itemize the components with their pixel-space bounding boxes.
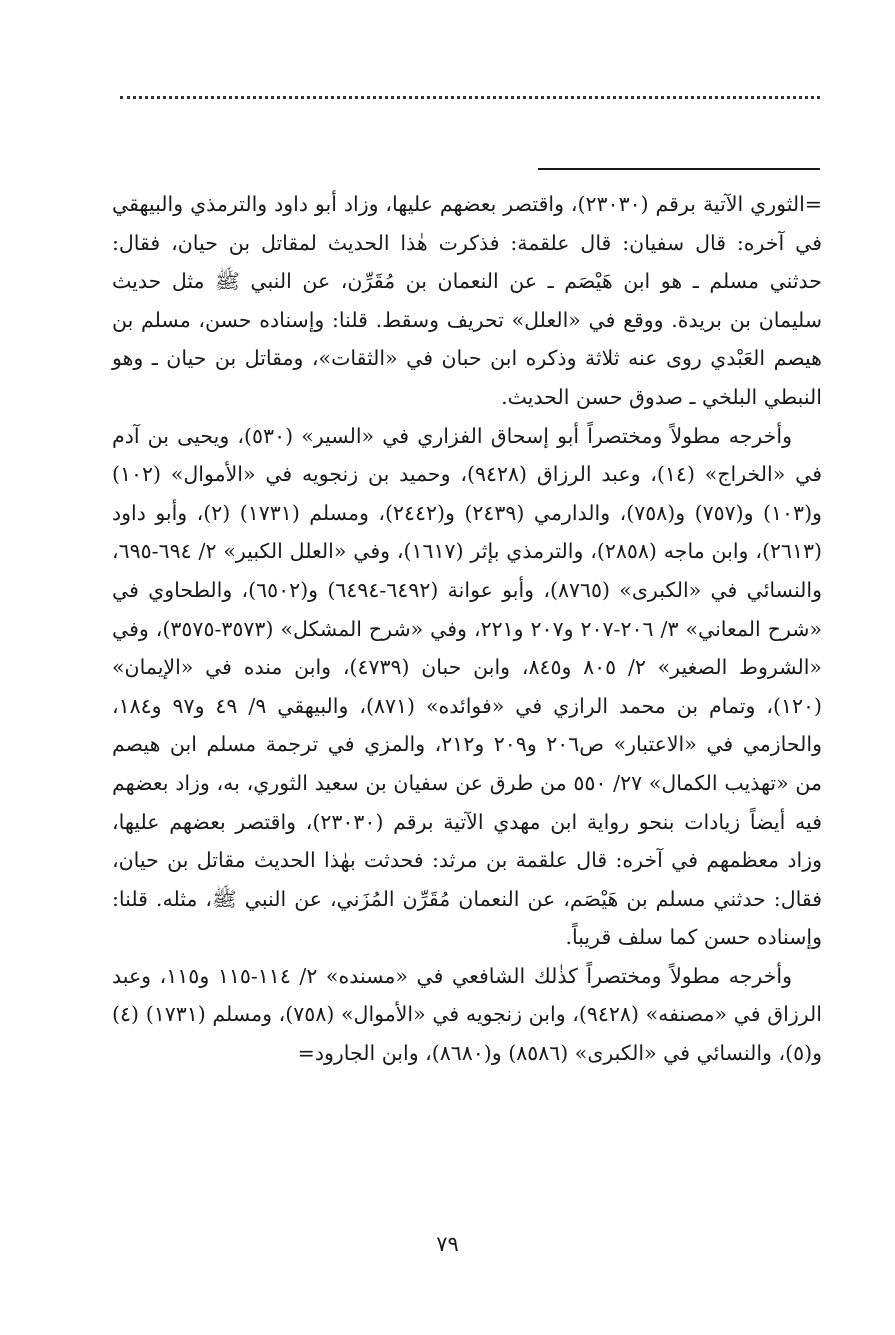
footnote-separator-rule [538, 168, 820, 170]
footnote-paragraph: وأخرجه مطولاً ومختصراً أبو إسحاق الفزاري في «السير» (٥٣٠)، ويحيى بن آدم في «الخراج» (١٤)، وعبد الرزاق (٩٤٢٨)، وحميد بن زنجويه في «الأموال» (١٠٢) و(١٠٣) و(٧٥٧) و(٧٥٨)، والدارمي (٢٤٣٩) و(٢٤٤٢)، ومسلم (١٧٣١) (٢)، وأبو داود (٢٦١٣)، وابن ماجه (٢٨٥٨)، والترمذي بإثر (١٦١٧)، وفي «العلل الكبير» ٢/ ٦٩٤-٦٩٥، والنسائي في «الكبرى» (٨٧٦٥)، وأبو عوانة (٦٤٩٢-٦٤٩٤) و(٦٥٠٢)، والطحاوي في «شرح المعاني» ٣/ ٢٠٦-٢٠٧ و٢٠٧ و٢٢١، وفي «شرح المشكل» (٣٥٧٣-٣٥٧٥)، وفي «الشروط الصغير» ٢/ ٨٠٥ و٨٤٥، وابن حبان (٤٧٣٩)، وابن منده في «الإيمان» (١٢٠)، وتمام بن محمد الرازي في «فوائده» (٨٧١)، والبيهقي ٩/ ٤٩ و٩٧ و١٨٤، والحازمي في «الاعتبار» ص٢٠٦ و٢٠٩ و٢١٢، والمزي في ترجمة مسلم ابن هيصم من «تهذيب الكمال» ٢٧/ ٥٥٠ من طرق عن سفيان بن سعيد الثوري، به، وزاد بعضهم فيه أيضاً زيادات بنحو رواية ابن مهدي الآتية برقم (٢٣٠٣٠)، واقتصر بعضهم عليها، وزاد معظمهم في آخره: قال علقمة بن مرثد: فحدثت بهٰذا الحديث مقاتل بن حيان، فقال: حدثني مسلم بن هَيْصَم، عن النعمان مُقَرِّن المُزَني، عن النبي ﷺ، مثله. قلنا: وإسناده حسن كما سلف قريباً. [112, 423, 823, 950]
header-dotted-rule [120, 96, 820, 99]
footnote-paragraph: =الثوري الآتية برقم (٢٣٠٣٠)، واقتصر بعضهم عليها، وزاد أبو داود والترمذي والبيهقي في آخره: قال سفيان: قال علقمة: فذكرت هٰذا الحديث لمقاتل بن حيان، فقال: حدثني مسلم ـ هو ابن هَيْصَم ـ عن النعمان بن مُقَرِّن، عن النبي ﷺ مثل حديث سليمان بن بريدة. ووقع في «العلل» تحريف وسقط. قلنا: وإسناده حسن، مسلم بن هيصم العَبْدي روى عنه ثلاثة وذكره ابن حبان في «الثقات»، ومقاتل بن حيان ـ وهو النبطي البلخي ـ صدوق حسن الحديث. [112, 192, 822, 409]
page-number: ٧٩ [436, 1232, 459, 1256]
footnote-body [112, 185, 822, 1073]
footnote-paragraph: وأخرجه مطولاً ومختصراً كذٰلك الشافعي في «مسنده» ٢/ ١١٤-١١٥ و١١٥، وعبد الرزاق في «مصنفه» (٩٤٢٨)، وابن زنجويه في «الأموال» (٧٥٨)، ومسلم (١٧٣١) (٤) و(٥)، والنسائي في «الكبرى» (٨٥٨٦) و(٨٦٨٠)، وابن الجارود= [112, 963, 822, 1066]
